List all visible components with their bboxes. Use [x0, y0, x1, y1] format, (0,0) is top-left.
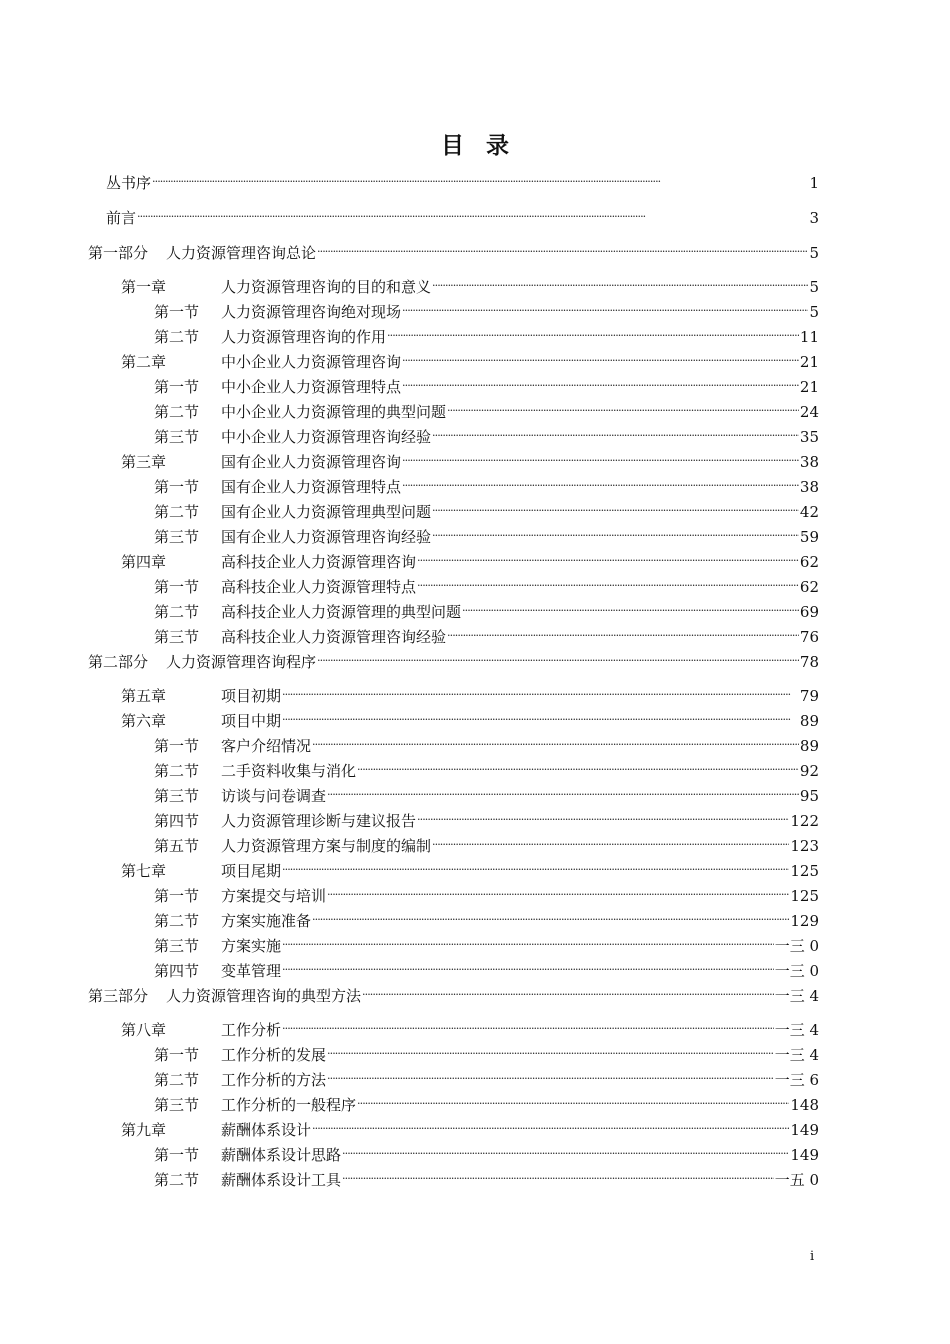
toc-entry-section[interactable]: 第二节 二手资料收集与消化 . . . 92: [154, 756, 819, 776]
toc-page-number: 35: [799, 428, 819, 446]
dot-leader: [342, 1140, 789, 1160]
toc-entry-title: 薪酬体系设计工具: [221, 1171, 342, 1189]
toc-page-number: 38: [799, 478, 819, 496]
toc-entry-section[interactable]: 第一节 客户介绍情况 . . . 89: [154, 731, 819, 751]
toc-entry-section[interactable]: 第三节 中小企业人力资源管理咨询经验 . . . 35: [154, 422, 819, 442]
toc-entry-section[interactable]: 第二节 高科技企业人力资源管理的典型问题 . . . 69: [154, 597, 819, 617]
toc-page-number: 62: [799, 553, 819, 571]
toc-page-number: 95: [799, 787, 819, 805]
dot-leader: [327, 1040, 774, 1060]
toc-entry-section[interactable]: 第一节 高科技企业人力资源管理特点 . . . 62: [154, 572, 819, 592]
toc-page-number: 76: [799, 628, 819, 646]
toc-entry-part[interactable]: 第二部分 人力资源管理咨询程序 . . . 78: [88, 647, 819, 667]
toc-entry-title: 工作分析的方法: [221, 1071, 327, 1089]
toc-page-number: 69: [799, 603, 819, 621]
dot-leader: [432, 831, 789, 851]
toc-entry-section[interactable]: 第三节 方案实施 . . . 一三 0: [154, 931, 819, 951]
toc-entry-title: 工作分析的一般程序: [221, 1096, 357, 1114]
dot-leader: [447, 397, 799, 417]
toc-entry-section[interactable]: 第一节 中小企业人力资源管理特点 . . . 21: [154, 372, 819, 392]
toc-entry-title: 方案提交与培训: [221, 887, 327, 905]
dot-leader: [417, 547, 799, 567]
toc-page-number: 59: [799, 528, 819, 546]
toc-entry-chapter[interactable]: 第六章 项目中期 . . . 89: [121, 706, 819, 726]
dot-leader: [387, 322, 799, 342]
dot-leader: [137, 203, 808, 223]
toc-entry-section[interactable]: 第一节 人力资源管理咨询绝对现场 . . . 5: [154, 297, 819, 317]
dot-leader: [357, 1090, 789, 1110]
dot-leader: [432, 272, 808, 292]
toc-entry-title: 工作分析的发展: [221, 1046, 327, 1064]
toc-page-number: 149: [790, 1121, 819, 1139]
toc-page-number: 62: [799, 578, 819, 596]
toc-entry-title: 方案实施: [221, 937, 282, 955]
toc-entry-part[interactable]: 第三部分 人力资源管理咨询的典型方法 . . . 一三 4: [88, 981, 819, 1001]
toc-page-number: 125: [790, 862, 819, 880]
toc-entry-title: 国有企业人力资源管理特点: [221, 478, 402, 496]
toc-entry-title: 高科技企业人力资源管理咨询经验: [221, 628, 447, 646]
toc-page-number: 1: [809, 174, 819, 192]
toc-page-number: 3: [809, 209, 819, 227]
toc-entry-title: 薪酬体系设计: [221, 1121, 312, 1139]
toc-entry-title: 中小企业人力资源管理的典型问题: [221, 403, 447, 421]
toc-entry-title: 前言: [106, 209, 137, 227]
toc-entry-title: 客户介绍情况: [221, 737, 312, 755]
toc-entry-section[interactable]: 第二节 方案实施准备 . . . 129: [154, 906, 819, 926]
dot-leader: [282, 1015, 774, 1035]
toc-page-number: 148: [790, 1096, 819, 1114]
dot-leader: [417, 806, 789, 826]
dot-leader: [282, 956, 774, 976]
toc-entry-title: 工作分析: [221, 1021, 282, 1039]
toc-entry-section[interactable]: 第二节 国有企业人力资源管理典型问题 . . . 42: [154, 497, 819, 517]
footer-page-number: i: [810, 1249, 815, 1264]
toc-page-number: 38: [799, 453, 819, 471]
toc-page-number: 125: [790, 887, 819, 905]
toc-page-number: 一三 4: [774, 987, 819, 1005]
dot-leader: [357, 756, 799, 776]
toc-entry-title: 人力资源管理咨询的作用: [221, 328, 387, 346]
dot-leader: [282, 706, 799, 726]
dot-leader: [327, 1065, 774, 1085]
toc-entry-section[interactable]: 第三节 高科技企业人力资源管理咨询经验 . . . 76: [154, 622, 819, 642]
toc-entry-title: 国有企业人力资源管理咨询: [221, 453, 402, 471]
dot-leader: [462, 597, 799, 617]
dot-leader: [327, 781, 799, 801]
toc-entry-title: 人力资源管理咨询绝对现场: [221, 303, 402, 321]
toc-page-number: 78: [799, 653, 819, 671]
toc-page-number: 5: [809, 278, 819, 296]
toc-page-number: 一三 0: [774, 937, 819, 955]
dot-leader: [312, 731, 799, 751]
toc-entry-section[interactable]: 第四节 人力资源管理诊断与建议报告 . . . 122: [154, 806, 819, 826]
toc-page-number: 一三 0: [774, 962, 819, 980]
toc-entry-chapter[interactable]: 第八章 工作分析 . . . 一三 4: [121, 1015, 819, 1035]
toc-entry-title: 中小企业人力资源管理咨询经验: [221, 428, 432, 446]
toc-entry-title: 薪酬体系设计思路: [221, 1146, 342, 1164]
toc-page-number: 11: [799, 328, 819, 346]
toc-entry-chapter[interactable]: 第二章 中小企业人力资源管理咨询 . . . 21: [121, 347, 819, 367]
toc-page-number: 79: [799, 687, 819, 705]
toc-page-number: 123: [790, 837, 819, 855]
toc-entry-title: 人力资源管理咨询总论: [166, 244, 317, 262]
dot-leader: [362, 981, 774, 1001]
dot-leader: [327, 881, 789, 901]
toc-entry-title: 高科技企业人力资源管理的典型问题: [221, 603, 462, 621]
toc-page-number: 129: [790, 912, 819, 930]
dot-leader: [312, 1115, 789, 1135]
toc-page-number: 89: [799, 737, 819, 755]
toc-entry-title: 人力资源管理咨询程序: [166, 653, 317, 671]
toc-entry-chapter[interactable]: 第四章 高科技企业人力资源管理咨询 . . . 62: [121, 547, 819, 567]
toc-entry-section[interactable]: 第一节 工作分析的发展 . . . 一三 4: [154, 1040, 819, 1060]
toc-entry[interactable]: [88, 168, 819, 192]
toc-entry-chapter[interactable]: 第一章 人力资源管理咨询的目的和意义 . . . 5: [121, 272, 819, 292]
toc-entry-chapter[interactable]: 第三章 国有企业人力资源管理咨询 . . . 38: [121, 447, 819, 467]
toc-page-number: 42: [799, 503, 819, 521]
dot-leader: [402, 372, 799, 392]
toc-entry-chapter[interactable]: 第七章 项目尾期 . . . 125: [121, 856, 819, 876]
toc-entry-title: 二手资料收集与消化: [221, 762, 357, 780]
toc-entry-chapter[interactable]: 第五章 项目初期 . . . 79: [121, 681, 819, 701]
toc-entry-section[interactable]: 第二节 工作分析的方法 . . . 一三 6: [154, 1065, 819, 1085]
dot-leader: [402, 472, 799, 492]
toc-entry-section[interactable]: 第二节 中小企业人力资源管理的典型问题 . . . 24: [154, 397, 819, 417]
dot-leader: [402, 347, 799, 367]
dot-leader: [317, 647, 799, 667]
toc-entry-section[interactable]: 第四节 变革管理 . . . 一三 0: [154, 956, 819, 976]
toc-entry-section[interactable]: 第二节 人力资源管理咨询的作用 . . . 11: [154, 322, 819, 342]
toc-page-number: 21: [799, 378, 819, 396]
dot-leader: [432, 522, 799, 542]
toc-entry-title: 人力资源管理诊断与建议报告: [221, 812, 417, 830]
toc-page-number: 一五 0: [774, 1171, 819, 1189]
dot-leader: [402, 297, 808, 317]
dot-leader: [312, 906, 789, 926]
toc-entry-section[interactable]: 第一节 国有企业人力资源管理特点 . . . 38: [154, 472, 819, 492]
toc-entry-title: 高科技企业人力资源管理咨询: [221, 553, 417, 571]
toc-entry-title: 丛书序: [106, 174, 152, 192]
toc-entry-title: 人力资源管理咨询的目的和意义: [221, 278, 432, 296]
dot-leader: [432, 422, 799, 442]
dot-leader: [432, 497, 799, 517]
toc-entry-section[interactable]: 第一节 薪酬体系设计思路 . . . 149: [154, 1140, 819, 1160]
toc-entry-chapter[interactable]: 第九章 薪酬体系设计 . . . 149: [121, 1115, 819, 1135]
toc-entry-title: 项目尾期: [221, 862, 282, 880]
toc-page-number: 5: [809, 244, 819, 262]
toc-entry[interactable]: [88, 203, 819, 227]
toc-entry-title: 中小企业人力资源管理特点: [221, 378, 402, 396]
toc-entry-title: 方案实施准备: [221, 912, 312, 930]
dot-leader: [402, 447, 799, 467]
toc-entry-section[interactable]: 第二节 薪酬体系设计工具 . . . 一五 0: [154, 1165, 819, 1185]
toc-page-number: 24: [799, 403, 819, 421]
dot-leader: [342, 1165, 774, 1185]
dot-leader: [417, 572, 799, 592]
toc-page-number: 一三 6: [774, 1071, 819, 1089]
toc-entry-title: 国有企业人力资源管理典型问题: [221, 503, 432, 521]
dot-leader: [152, 168, 808, 188]
toc-page-number: 122: [790, 812, 819, 830]
toc-page-number: 一三 4: [774, 1046, 819, 1064]
toc-entry-title: 访谈与问卷调查: [221, 787, 327, 805]
toc-entry-section[interactable]: 第三节 访谈与问卷调查 . . . 95: [154, 781, 819, 801]
toc-entry-part[interactable]: 第一部分 人力资源管理咨询总论 . . . 5: [88, 238, 819, 258]
toc-page-number: 5: [809, 303, 819, 321]
toc-entry-section[interactable]: 第三节 工作分析的一般程序 . . . 148: [154, 1090, 819, 1110]
dot-leader: [317, 238, 808, 258]
dot-leader: [282, 681, 799, 701]
toc-page-number: 一三 4: [774, 1021, 819, 1039]
toc-page-number: 92: [799, 762, 819, 780]
toc-page-number: 149: [790, 1146, 819, 1164]
toc-page-number: 21: [799, 353, 819, 371]
toc-entry-title: 变革管理: [221, 962, 282, 980]
dot-leader: [447, 622, 799, 642]
dot-leader: [282, 931, 774, 951]
page-title: 目 录: [441, 132, 509, 159]
toc-entry-section[interactable]: 第三节 国有企业人力资源管理咨询经验 . . . 59: [154, 522, 819, 542]
toc-entry-title: 人力资源管理咨询的典型方法: [166, 987, 362, 1005]
toc-entry-title: 国有企业人力资源管理咨询经验: [221, 528, 432, 546]
toc-entry-title: 中小企业人力资源管理咨询: [221, 353, 402, 371]
toc-entry-title: 项目中期: [221, 712, 282, 730]
dot-leader: [282, 856, 789, 876]
toc-entry-title: 高科技企业人力资源管理特点: [221, 578, 417, 596]
toc-entry-title: 人力资源管理方案与制度的编制: [221, 837, 432, 855]
toc-entry-title: 项目初期: [221, 687, 282, 705]
toc-page-number: 89: [799, 712, 819, 730]
toc-entry-section[interactable]: 第五节 人力资源管理方案与制度的编制 . . . 123: [154, 831, 819, 851]
toc-entry-section[interactable]: 第一节 方案提交与培训 . . . 125: [154, 881, 819, 901]
